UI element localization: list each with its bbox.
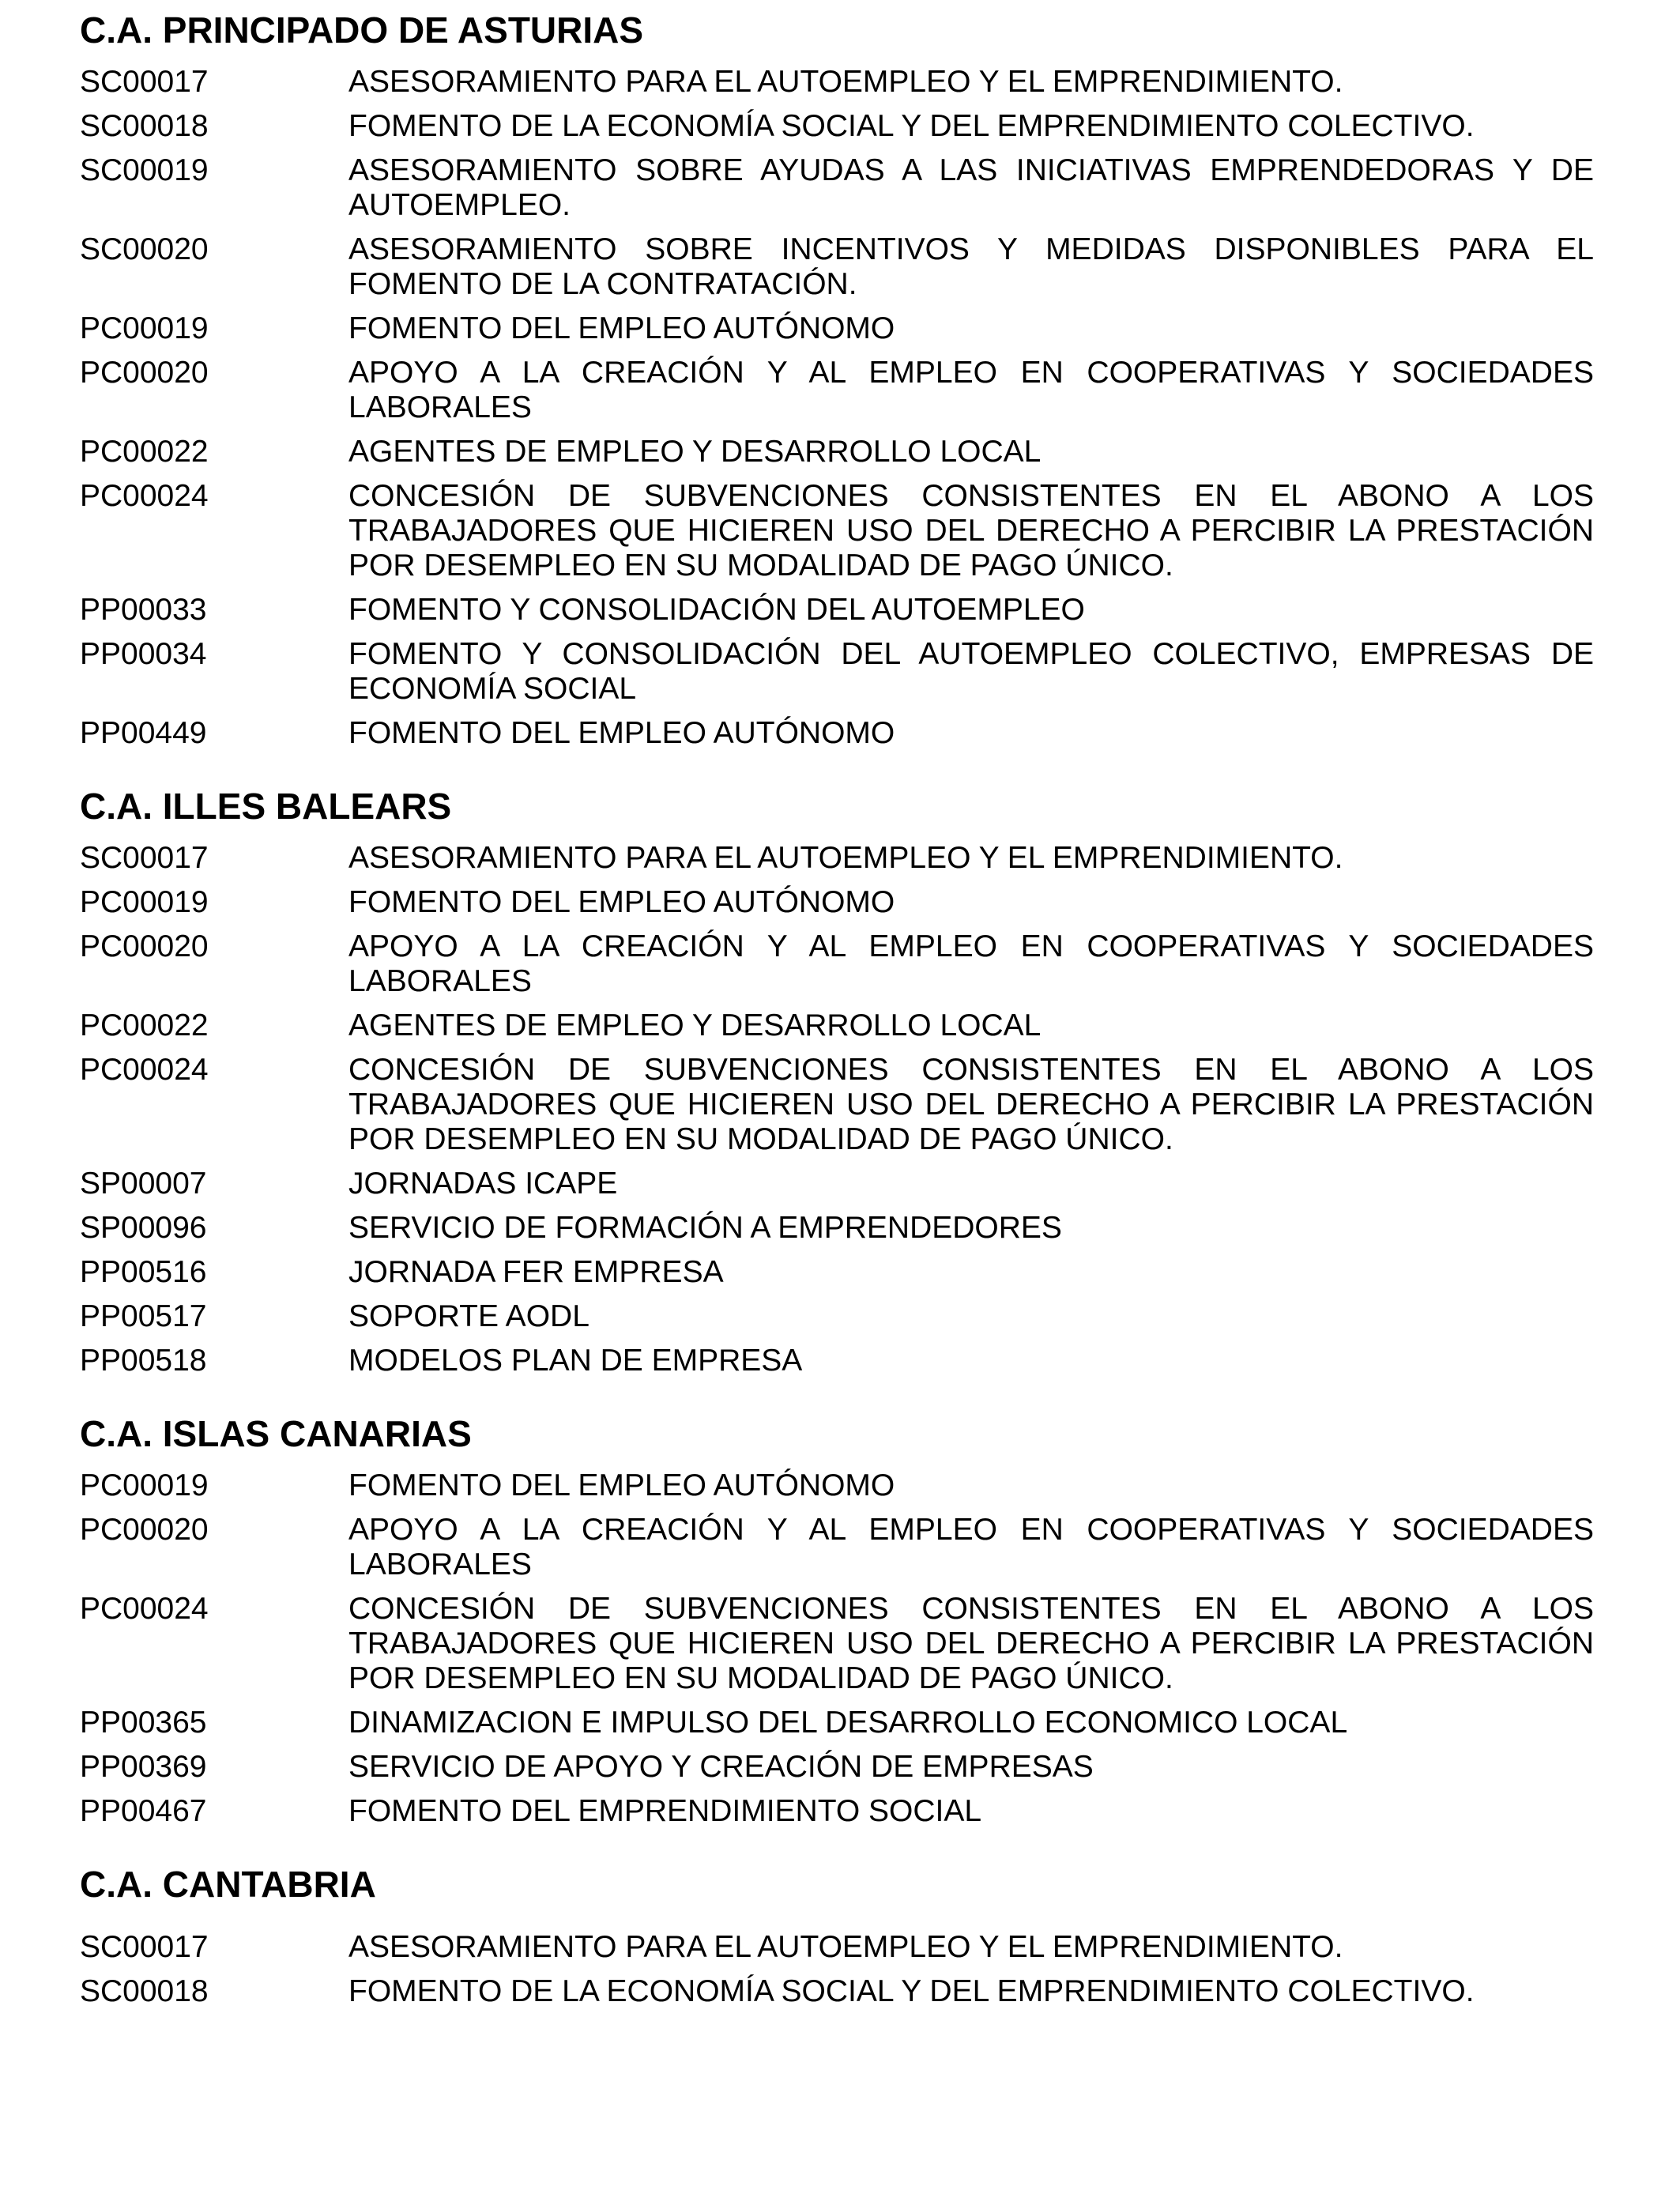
item-code: PP00517 <box>80 1299 207 1333</box>
item-description: SOPORTE AODL <box>348 1299 590 1333</box>
item-code: PC00019 <box>80 885 209 919</box>
list-item <box>80 1211 1594 1246</box>
item-code: PC00019 <box>80 311 209 345</box>
item-description: ASESORAMIENTO PARA EL AUTOEMPLEO Y EL EMPRENDIMIENTO. <box>348 65 1343 99</box>
item-code: SC00017 <box>80 1930 209 1964</box>
item-description: ASESORAMIENTO PARA EL AUTOEMPLEO Y EL EMPRENDIMIENTO. <box>348 1930 1343 1964</box>
list-item <box>80 1053 1594 1157</box>
item-description: ASESORAMIENTO SOBRE AYUDAS A LAS INICIATIVAS EMPRENDEDORAS Y DE AUTOEMPLEO. <box>348 153 1594 222</box>
list-item <box>80 356 1594 425</box>
list-item <box>80 153 1594 223</box>
item-code: PP00467 <box>80 1794 207 1828</box>
item-code: PC00019 <box>80 1468 209 1502</box>
list-item <box>80 1344 1594 1378</box>
section-islas-canarias <box>80 1412 1594 1829</box>
item-code: PP00365 <box>80 1706 207 1740</box>
item-description: FOMENTO DEL EMPLEO AUTÓNOMO <box>348 885 895 919</box>
item-description: APOYO A LA CREACIÓN Y AL EMPLEO EN COOPERATIVAS Y SOCIEDADES LABORALES <box>348 1513 1594 1581</box>
list-item <box>80 1167 1594 1201</box>
list-item <box>80 1468 1594 1503</box>
item-description: CONCESIÓN DE SUBVENCIONES CONSISTENTES EN EL ABONO A LOS TRABAJADORES QUE HICIEREN USO DEL DERECHO A PERCIBIR LA PRESTACIÓN POR DESEMPLEO EN SU MODALIDAD DE PAGO ÚNICO. <box>348 479 1594 582</box>
section-illes-balears <box>80 784 1594 1378</box>
item-code: SP00096 <box>80 1211 207 1245</box>
item-code: SC00017 <box>80 65 209 99</box>
item-description: FOMENTO Y CONSOLIDACIÓN DEL AUTOEMPLEO <box>348 593 1085 627</box>
item-description: SERVICIO DE APOYO Y CREACIÓN DE EMPRESAS <box>348 1750 1094 1784</box>
item-description: FOMENTO DEL EMPLEO AUTÓNOMO <box>348 311 895 345</box>
list-item <box>80 1706 1594 1740</box>
item-code: PP00449 <box>80 716 207 750</box>
list-item <box>80 1750 1594 1785</box>
section-asturias <box>80 8 1594 751</box>
list-item <box>80 311 1594 346</box>
list-item <box>80 1592 1594 1696</box>
item-code: PC00024 <box>80 1592 209 1626</box>
item-description: CONCESIÓN DE SUBVENCIONES CONSISTENTES EN EL ABONO A LOS TRABAJADORES QUE HICIEREN USO DEL DERECHO A PERCIBIR LA PRESTACIÓN POR DESEMPLEO EN SU MODALIDAD DE PAGO ÚNICO. <box>348 1592 1594 1695</box>
item-code: PC00022 <box>80 1008 209 1042</box>
item-description: FOMENTO DEL EMPRENDIMIENTO SOCIAL <box>348 1794 982 1828</box>
list-item <box>80 593 1594 628</box>
list-item <box>80 929 1594 999</box>
list-item <box>80 109 1594 144</box>
item-code: PP00518 <box>80 1344 207 1378</box>
list-item <box>80 1513 1594 1582</box>
list-item <box>80 1930 1594 1965</box>
item-description: SERVICIO DE FORMACIÓN A EMPRENDEDORES <box>348 1211 1062 1245</box>
item-code: PP00034 <box>80 637 207 671</box>
list-item <box>80 1255 1594 1290</box>
item-description: FOMENTO DEL EMPLEO AUTÓNOMO <box>348 1468 895 1502</box>
item-code: SP00007 <box>80 1167 207 1201</box>
item-description: AGENTES DE EMPLEO Y DESARROLLO LOCAL <box>348 1008 1042 1042</box>
item-code: PC00020 <box>80 929 209 963</box>
item-code: PP00516 <box>80 1255 207 1289</box>
item-code: SC00018 <box>80 109 209 143</box>
list-item <box>80 1008 1594 1043</box>
list-item <box>80 885 1594 920</box>
item-description: ASESORAMIENTO PARA EL AUTOEMPLEO Y EL EMPRENDIMIENTO. <box>348 841 1343 875</box>
item-description: MODELOS PLAN DE EMPRESA <box>348 1344 803 1378</box>
item-code: PP00369 <box>80 1750 207 1784</box>
item-description: APOYO A LA CREACIÓN Y AL EMPLEO EN COOPERATIVAS Y SOCIEDADES LABORALES <box>348 929 1594 998</box>
list-item <box>80 479 1594 583</box>
list-item <box>80 1299 1594 1334</box>
list-item <box>80 1974 1594 2009</box>
list-item <box>80 841 1594 876</box>
list-item <box>80 65 1594 100</box>
list-item <box>80 716 1594 751</box>
list-item <box>80 435 1594 469</box>
item-code: PC00020 <box>80 356 209 390</box>
item-code: SC00017 <box>80 841 209 875</box>
item-description: DINAMIZACION E IMPULSO DEL DESARROLLO ECONOMICO LOCAL <box>348 1706 1348 1740</box>
item-description: FOMENTO DEL EMPLEO AUTÓNOMO <box>348 716 895 750</box>
document-page <box>80 8 1594 2019</box>
section-title: C.A. ILLES BALEARS <box>80 786 452 827</box>
item-description: ASESORAMIENTO SOBRE INCENTIVOS Y MEDIDAS DISPONIBLES PARA EL FOMENTO DE LA CONTRATACIÓN. <box>348 232 1594 301</box>
list-item <box>80 1794 1594 1829</box>
item-description: JORNADAS ICAPE <box>348 1167 618 1201</box>
section-title: C.A. PRINCIPADO DE ASTURIAS <box>80 9 644 51</box>
item-description: FOMENTO Y CONSOLIDACIÓN DEL AUTOEMPLEO COLECTIVO, EMPRESAS DE ECONOMÍA SOCIAL <box>348 637 1594 706</box>
item-description: CONCESIÓN DE SUBVENCIONES CONSISTENTES EN EL ABONO A LOS TRABAJADORES QUE HICIEREN USO DEL DERECHO A PERCIBIR LA PRESTACIÓN POR DESEMPLEO EN SU MODALIDAD DE PAGO ÚNICO. <box>348 1053 1594 1156</box>
item-code: PC00022 <box>80 435 209 469</box>
item-description: APOYO A LA CREACIÓN Y AL EMPLEO EN COOPERATIVAS Y SOCIEDADES LABORALES <box>348 356 1594 424</box>
list-item <box>80 637 1594 707</box>
item-code: PC00024 <box>80 1053 209 1087</box>
item-description: FOMENTO DE LA ECONOMÍA SOCIAL Y DEL EMPRENDIMIENTO COLECTIVO. <box>348 1974 1475 2008</box>
section-cantabria <box>80 1862 1594 2009</box>
item-code: PC00024 <box>80 479 209 513</box>
item-code: SC00018 <box>80 1974 209 2008</box>
list-item <box>80 232 1594 302</box>
item-description: FOMENTO DE LA ECONOMÍA SOCIAL Y DEL EMPRENDIMIENTO COLECTIVO. <box>348 109 1475 143</box>
section-title: C.A. ISLAS CANARIAS <box>80 1413 472 1454</box>
item-code: SC00019 <box>80 153 209 187</box>
item-description: JORNADA FER EMPRESA <box>348 1255 724 1289</box>
item-code: SC00020 <box>80 232 209 266</box>
section-title: C.A. CANTABRIA <box>80 1864 376 1905</box>
item-code: PC00020 <box>80 1513 209 1547</box>
item-code: PP00033 <box>80 593 207 627</box>
item-description: AGENTES DE EMPLEO Y DESARROLLO LOCAL <box>348 435 1042 469</box>
